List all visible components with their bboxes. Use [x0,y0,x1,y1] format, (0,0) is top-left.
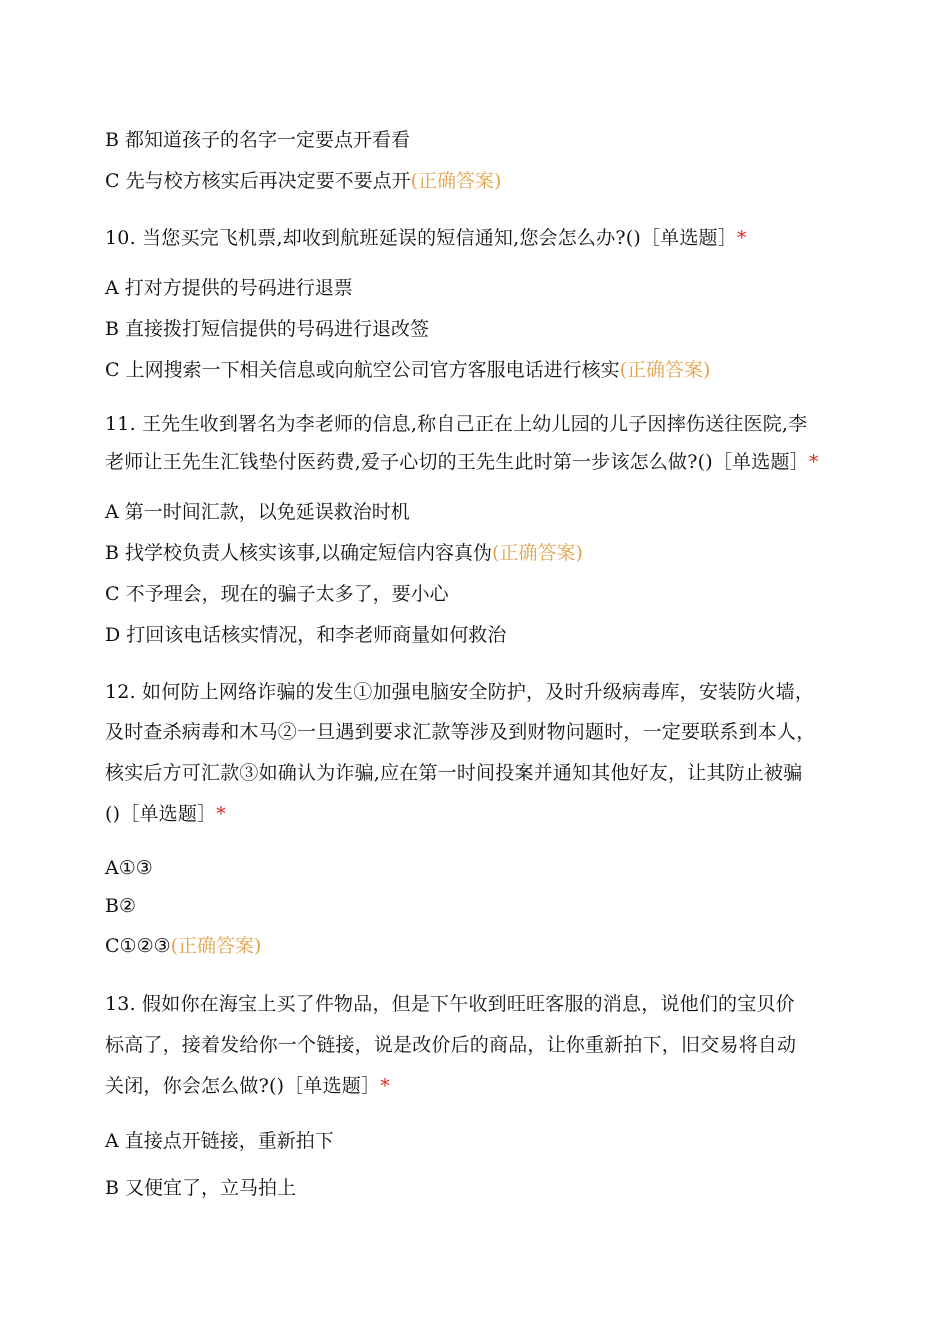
q13-question-line-3: 关闭，你会怎么做?()［单选题］* [105,1075,390,1097]
q11-option-b: B 找学校负责人核实该事,以确定短信内容真伪(正确答案) [105,542,583,564]
q12-question-line-1: 12. 如何防上网络诈骗的发生①加强电脑安全防护，及时升级病毒库，安装防火墙， [105,681,815,703]
q12-question-line-4: ()［单选题］* [105,803,226,825]
q12-option-b: B② [105,895,136,917]
required-mark: * [736,227,747,249]
q11-question-line-1: 11. 王先生收到署名为李老师的信息,称自己正在上幼儿园的儿子因摔伤送往医院,李 [105,413,808,435]
q10-option-a: A 打对方提供的号码进行退票 [105,277,353,299]
q10-option-c: C 上网搜索一下相关信息或向航空公司官方客服电话进行核实(正确答案) [105,359,711,381]
q11-option-d: D 打回该电话核实情况，和李老师商量如何救治 [105,624,507,646]
q13-option-a: A 直接点开链接，重新拍下 [105,1130,334,1152]
q10-question: 10. 当您买完飞机票,却收到航班延误的短信通知,您会怎么办?()［单选题］* [105,227,747,249]
correct-answer-mark: (正确答案) [492,542,583,564]
q13-question-line-1: 13. 假如你在海宝上买了件物品，但是下午收到旺旺客服的消息，说他们的宝贝价 [105,993,795,1015]
q12-option-c: C①②③(正确答案) [105,935,262,957]
q11-question-line-2: 老师让王先生汇钱垫付医药费,爱子心切的王先生此时第一步该怎么做?()［单选题］* [105,451,819,473]
q13-question-line-2: 标高了，接着发给你一个链接，说是改价后的商品，让你重新拍下，旧交易将自动 [105,1034,797,1056]
q9-option-b: B 都知道孩子的名字一定要点开看看 [105,129,411,151]
required-mark: * [216,803,226,825]
q12-question-line-2: 及时查杀病毒和木马②一旦遇到要求汇款等涉及到财物问题时，一定要联系到本人， [105,721,816,743]
required-mark: * [380,1075,390,1097]
required-mark: * [808,451,819,473]
correct-answer-mark: (正确答案) [619,359,711,381]
q9-option-c: C 先与校方核实后再决定要不要点开(正确答案) [105,170,502,192]
q11-option-c: C 不予理会，现在的骗子太多了，要小心 [105,583,449,605]
q12-question-line-3: 核实后方可汇款③如确认为诈骗,应在第一时间投案并通知其他好友，让其防止被骗 [105,762,803,784]
correct-answer-mark: (正确答案) [410,170,502,192]
q13-option-b: B 又便宜了，立马拍上 [105,1177,297,1199]
correct-answer-mark: (正确答案) [170,935,262,957]
q12-option-a: A①③ [105,857,153,879]
q11-option-a: A 第一时间汇款，以免延误救治时机 [105,501,410,523]
q10-option-b: B 直接拨打短信提供的号码进行退改签 [105,318,430,340]
